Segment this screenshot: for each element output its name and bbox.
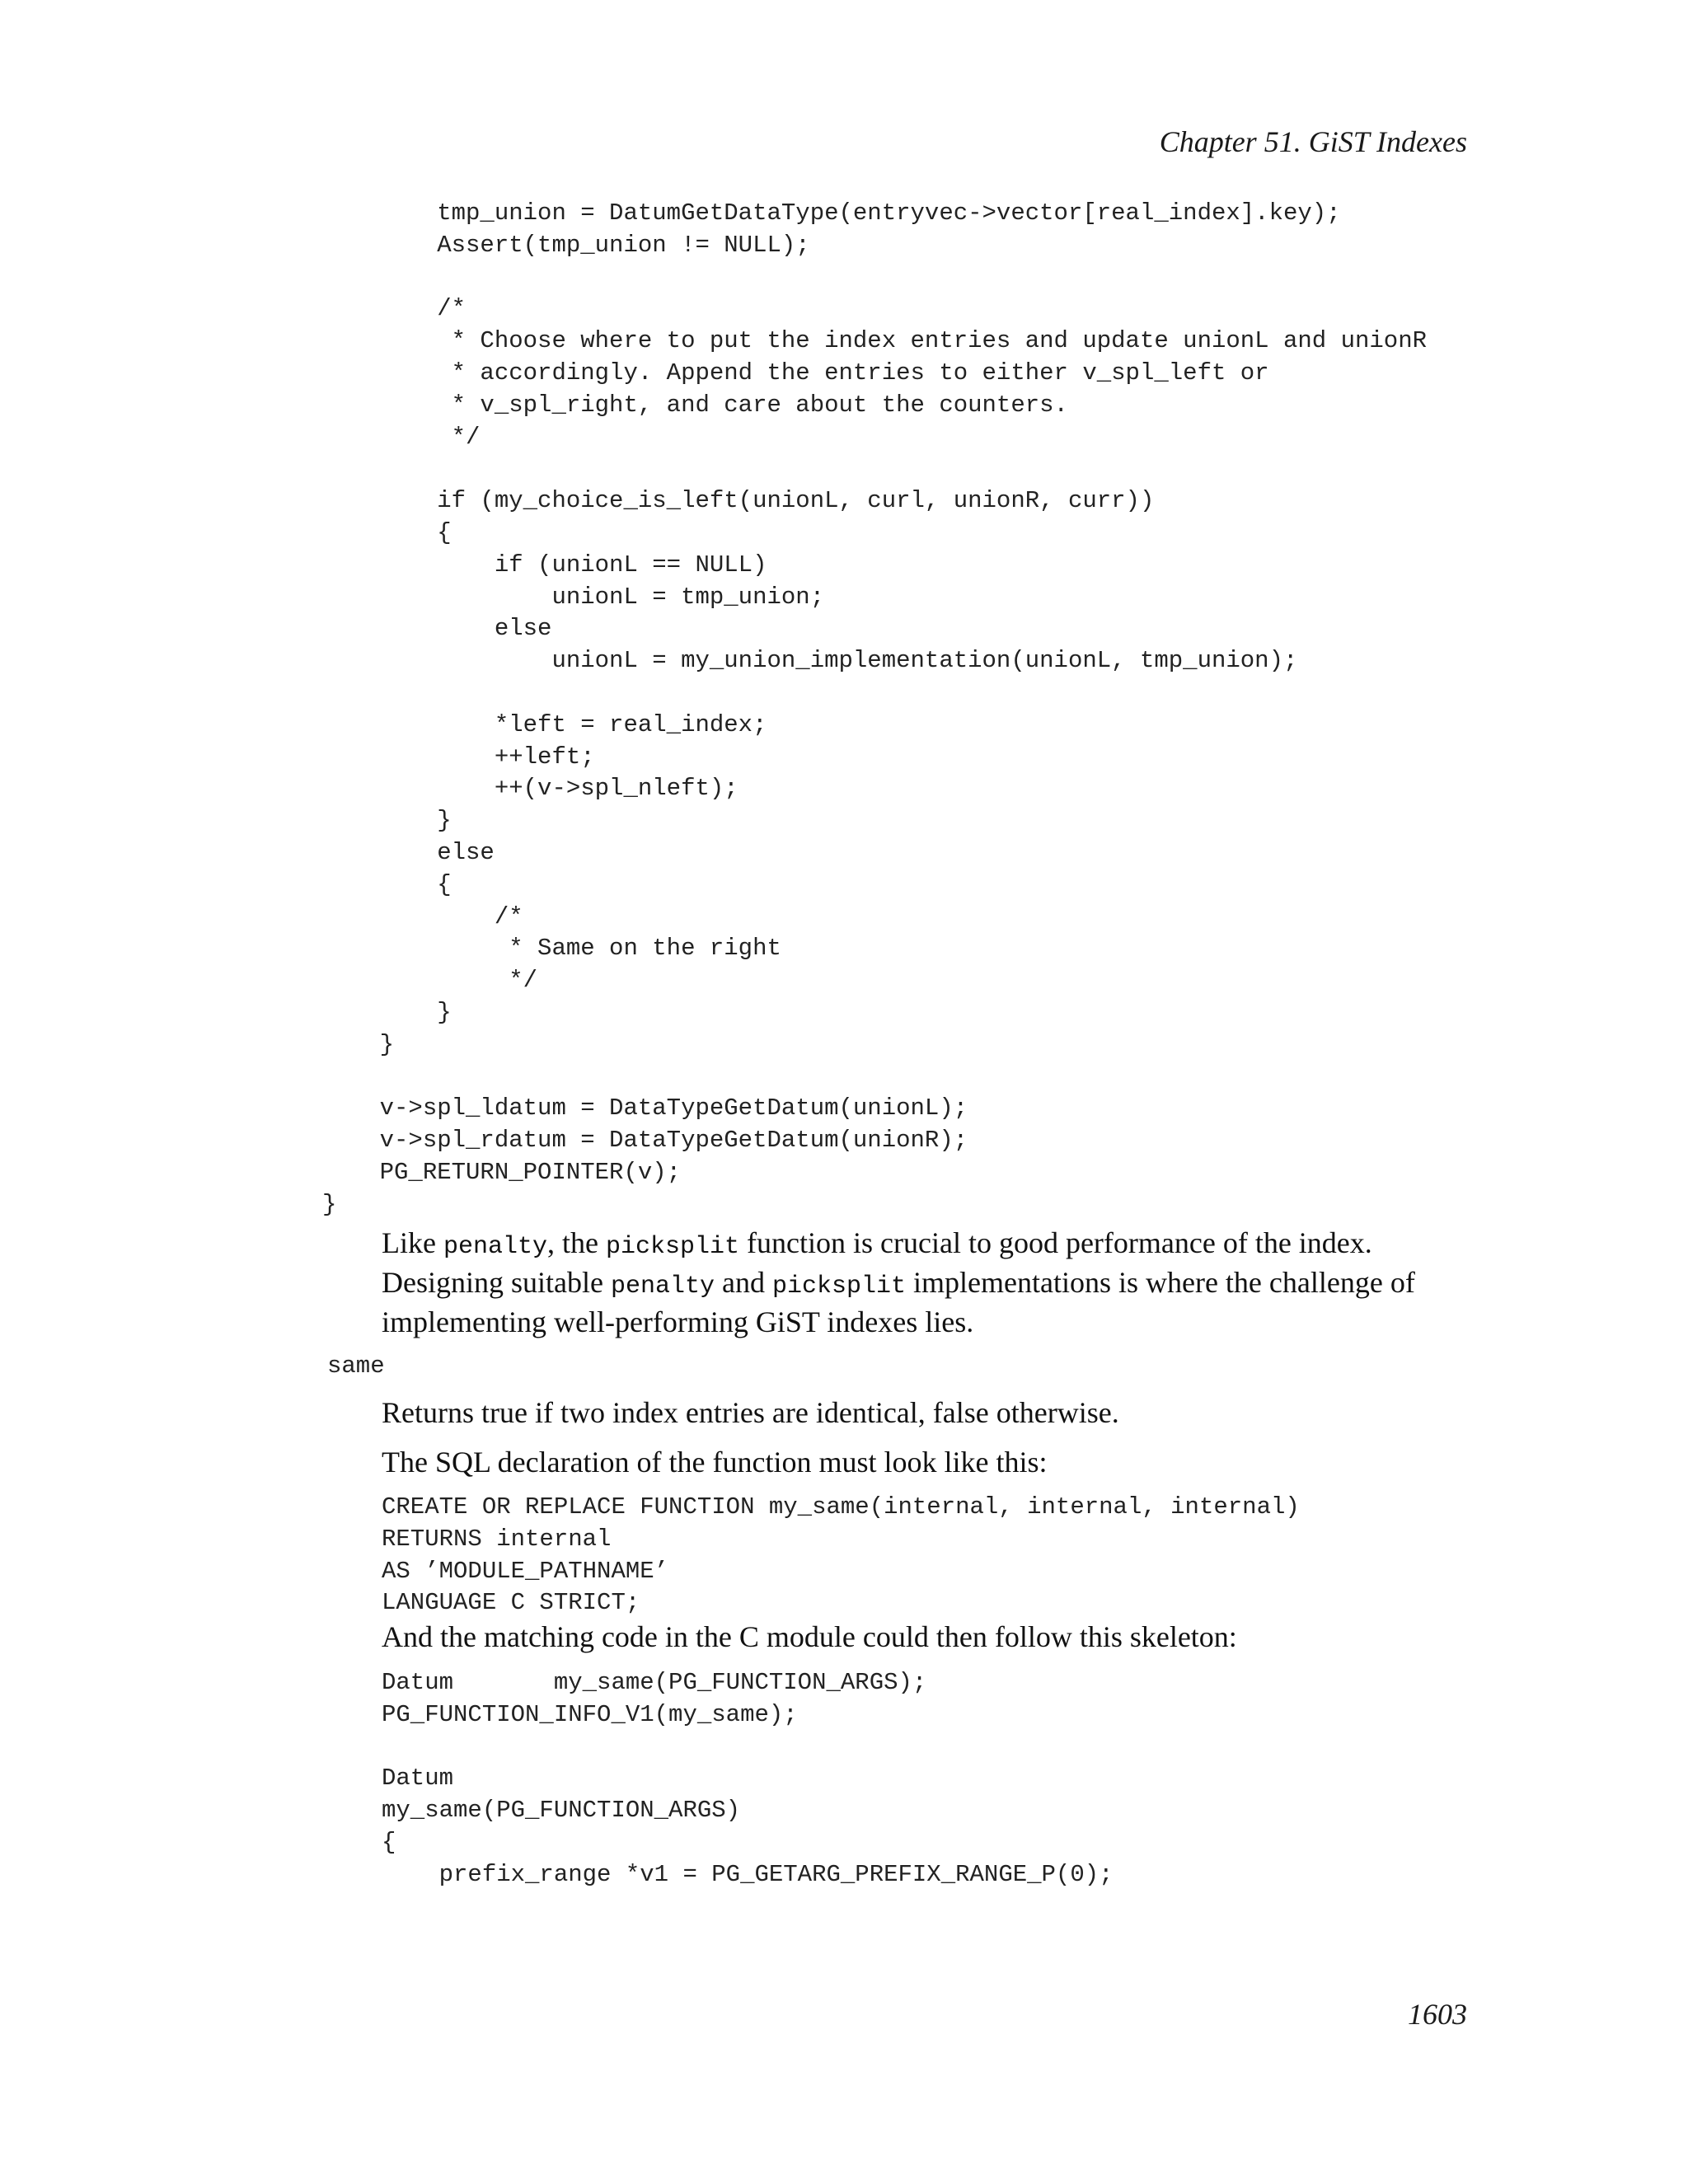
code-line: tmp_union = DatumGetDataType(entryvec->vector[real_index].key);	[322, 199, 1341, 227]
code-line: AS ’MODULE_PATHNAME’	[382, 1557, 669, 1585]
code-line	[322, 453, 1427, 485]
code-line: ++(v->spl_nleft);	[322, 775, 738, 803]
inline-code-penalty: penalty	[610, 1272, 715, 1301]
code-line: */	[322, 423, 481, 451]
code-line: * v_spl_right, and care about the counters.	[322, 391, 1068, 419]
code-line: {	[382, 1828, 396, 1856]
code-line: * Choose where to put the index entries and update unionL and unionR	[322, 327, 1428, 355]
code-line: Datum	[382, 1765, 454, 1793]
code-line: }	[322, 998, 452, 1026]
code-line	[322, 262, 1427, 294]
definition-term-same: same	[327, 1352, 385, 1380]
code-line: v->spl_ldatum = DataTypeGetDatum(unionL);	[322, 1094, 968, 1122]
code-line: Datum my_same(PG_FUNCTION_ARGS);	[382, 1669, 927, 1696]
inline-code-penalty: penalty	[443, 1233, 548, 1261]
code-line: RETURNS internal	[382, 1525, 612, 1553]
paragraph-text: Like	[382, 1226, 443, 1259]
inline-code-picksplit: picksplit	[606, 1233, 740, 1261]
code-line: ++left;	[322, 743, 595, 771]
code-line: else	[322, 615, 552, 643]
code-line: CREATE OR REPLACE FUNCTION my_same(internal, internal, internal)	[382, 1493, 1300, 1521]
code-line: v->spl_rdatum = DataTypeGetDatum(unionR);	[322, 1127, 968, 1155]
code-line	[322, 677, 1427, 710]
code-line: LANGUAGE C STRICT;	[382, 1589, 640, 1617]
code-line: }	[322, 1030, 395, 1058]
code-line: /*	[322, 295, 467, 323]
code-line	[382, 1732, 1114, 1764]
same-description-paragraph: Returns true if two index entries are identical, false otherwise.	[382, 1396, 1119, 1429]
code-line: else	[322, 838, 495, 866]
code-line: if (my_choice_is_left(unionL, curl, unionR, curr))	[322, 487, 1155, 515]
code-line: PG_RETURN_POINTER(v);	[322, 1158, 682, 1186]
code-line: * accordingly. Append the entries to either v_spl_left or	[322, 359, 1269, 387]
paragraph-text: implementations is where the challenge of implementing well-performing GiST indexes lies.	[382, 1266, 1415, 1338]
code-line: {	[322, 518, 452, 546]
running-header-chapter-title: Chapter 51. GiST Indexes	[1159, 125, 1467, 158]
page-number: 1603	[1408, 1998, 1467, 2031]
code-block-picksplit-tail	[322, 198, 1427, 1221]
code-line	[322, 1062, 1427, 1094]
code-line: prefix_range *v1 = PG_GETARG_PREFIX_RANGE_P(0);	[382, 1860, 1114, 1888]
picksplit-performance-paragraph	[382, 1226, 1468, 1340]
paragraph-text: , the	[547, 1226, 606, 1259]
code-line: }	[322, 807, 452, 835]
sql-declaration-intro: The SQL declaration of the function must look like this:	[382, 1446, 1048, 1479]
code-line: *left = real_index;	[322, 710, 767, 738]
code-line: my_same(PG_FUNCTION_ARGS)	[382, 1797, 741, 1825]
c-skeleton-intro: And the matching code in the C module could then follow this skeleton:	[382, 1620, 1237, 1653]
code-line: */	[322, 967, 538, 995]
code-line: }	[322, 1190, 337, 1218]
code-line: PG_FUNCTION_INFO_V1(my_same);	[382, 1700, 798, 1728]
code-line: if (unionL == NULL)	[322, 551, 767, 579]
code-line: {	[322, 870, 452, 898]
inline-code-picksplit: picksplit	[771, 1272, 907, 1301]
paragraph-text: and	[715, 1266, 772, 1299]
code-line: Assert(tmp_union != NULL);	[322, 231, 810, 259]
code-line: unionL = tmp_union;	[322, 583, 825, 611]
code-line: /*	[322, 902, 523, 930]
code-block-sql-declaration	[382, 1492, 1300, 1619]
code-line: unionL = my_union_implementation(unionL, tmp_union);	[322, 647, 1298, 675]
code-line: * Same on the right	[322, 935, 781, 963]
code-block-c-skeleton	[382, 1667, 1114, 1891]
paragraph-text: function is crucial to good performance of the index. Designing suitable	[382, 1226, 1372, 1299]
